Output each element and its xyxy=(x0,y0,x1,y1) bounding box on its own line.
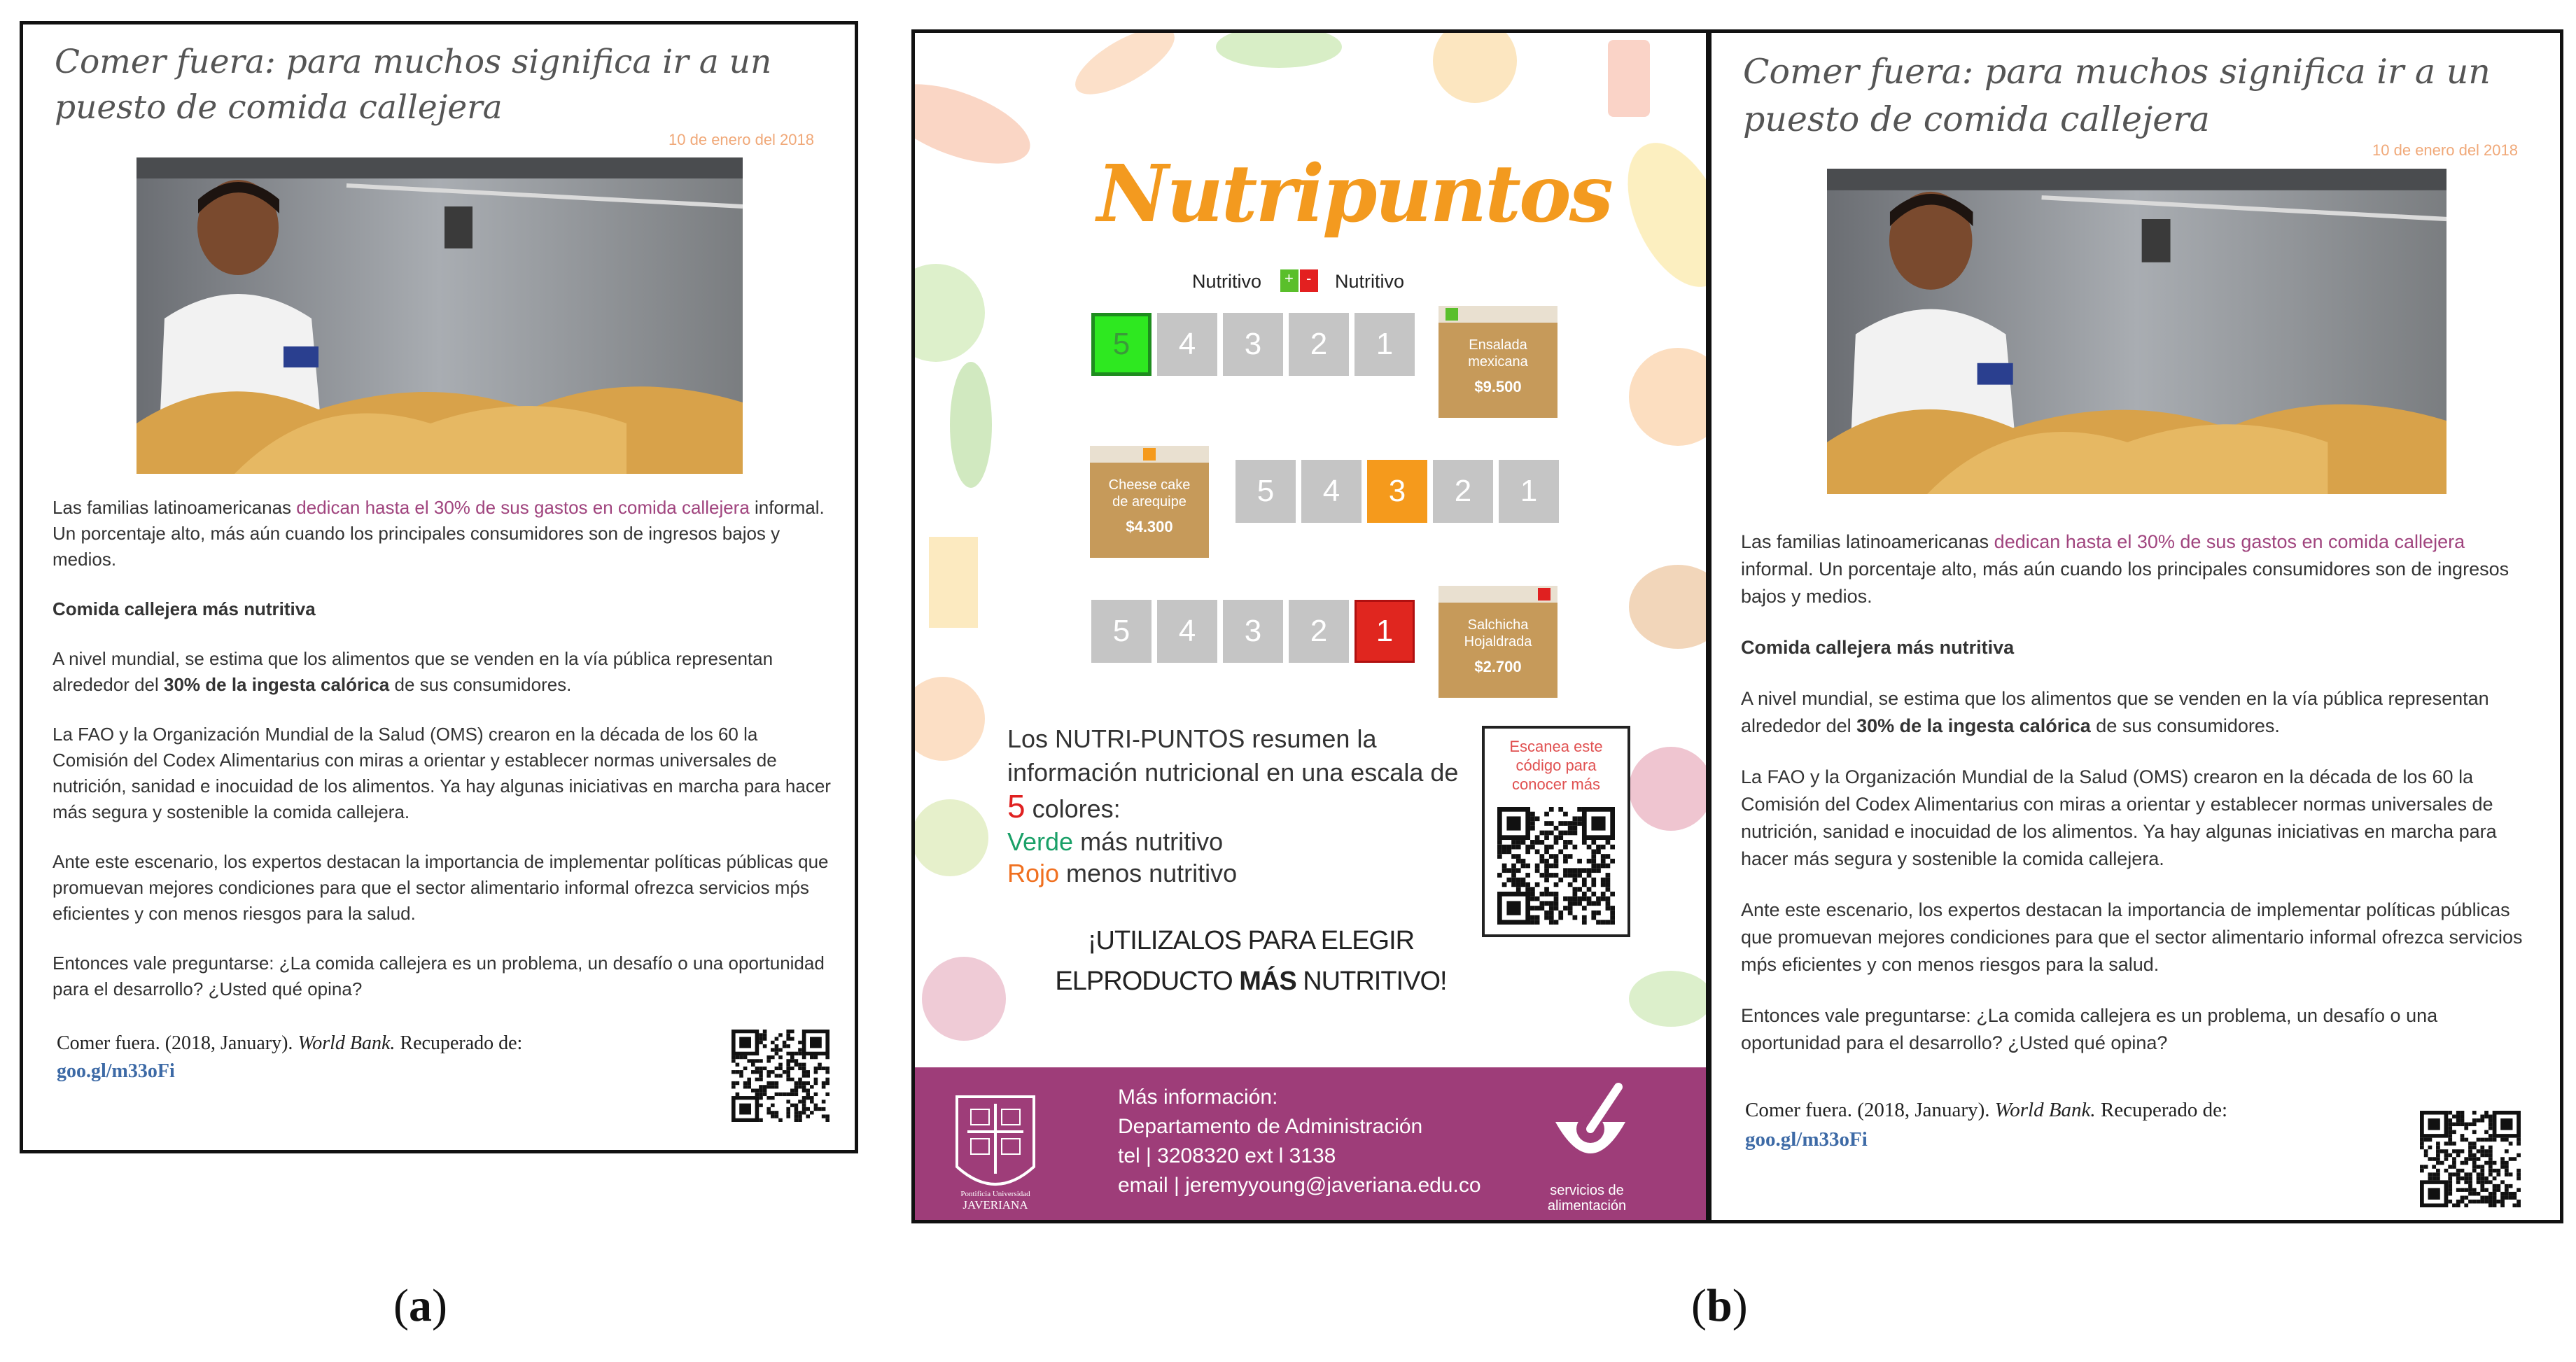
article-panel-b xyxy=(1708,29,2563,1223)
paragraph-5: Entonces vale preguntarse: ¿La comida callejera es un problema, un desafío o una oportunidad para el desarrollo? ¿Usted qué opina? xyxy=(1741,1005,2438,1053)
poster-description: Los NUTRI-PUNTOS resumen la información nutricional en una escala de 5 colores: xyxy=(1007,724,1459,824)
vendor-photo xyxy=(1827,169,2446,494)
score-box: 3 xyxy=(1367,460,1427,523)
score-box: 2 xyxy=(1433,460,1493,523)
vendor-photo xyxy=(136,157,743,474)
citation: Comer fuera. (2018, January). World Bank. Recuperado de: goo.gl/m33oFi xyxy=(57,1032,523,1082)
paragraph-3: La FAO y la Organización Mundial de la Salud (OMS) crearon en la década de los 60 la Comisión del Codex Alimentarius con miras a orientar y establecer normas universales de nutrición, sanidad e inocuidad de los alimentos. Ya hay algunas iniciativas en marcha para hacer más segura y sostenible la comida callejera. xyxy=(1741,766,2497,869)
nutripuntos-poster xyxy=(911,29,1709,1223)
qr-code-icon[interactable] xyxy=(1497,807,1615,925)
legend-red-swatch: - xyxy=(1300,269,1318,292)
call-to-action: ¡UTILIZALOS PARA ELEGIR ELPRODUCTO MÁS NUTRITIVO! xyxy=(1055,926,1447,996)
qr-code-icon[interactable] xyxy=(2420,1111,2521,1207)
svg-text:JAVERIANA: JAVERIANA xyxy=(962,1198,1028,1212)
score-box: 5 xyxy=(1091,313,1152,376)
food-label-cheesecake: Cheese cake de arequipe $4.300 xyxy=(1090,446,1209,558)
article-subheading: Comida callejera más nutritiva xyxy=(52,598,316,619)
article-title: Comer fuera: para muchos significa ir a un puesto de comida callejera xyxy=(55,43,772,127)
svg-text:Pontificia Universidad: Pontificia Universidad xyxy=(960,1190,1030,1198)
food-price: $4.300 xyxy=(1126,518,1173,535)
legend-label-left: Nutritivo xyxy=(1192,271,1262,292)
article-body xyxy=(1741,528,2539,1081)
contact-email[interactable]: email | jeremyyoung@javeriana.edu.co xyxy=(1118,1174,1481,1197)
paragraph-2: A nivel mundial, se estima que los alimentos que se venden en la vía pública representan alrededor del 30% de la ingesta calórica de sus consumidores. xyxy=(1741,688,2489,736)
score-box: 2 xyxy=(1289,313,1349,376)
paragraph-1: Las familias latinoamericanas dedican hasta el 30% de sus gastos en comida callejera informal. Un porcentaje alto, más aún cuando los principales consumidores son de ingresos bajos y medios. xyxy=(52,497,825,570)
legend-green-swatch: + xyxy=(1280,269,1298,292)
score-box: 4 xyxy=(1301,460,1362,523)
food-price: $2.700 xyxy=(1474,658,1522,675)
poster-title: Nutripuntos xyxy=(1097,148,1611,240)
qr-code-icon[interactable] xyxy=(732,1030,830,1122)
paragraph-4: Ante este escenario, los expertos destacan la importancia de implementar políticas públicas que promuevan mejores condiciones para que el sector alimentario informal ofrezca servicios mṕs eficientes y con menos riesgos para la salud. xyxy=(1741,899,2523,975)
score-box: 1 xyxy=(1354,313,1415,376)
scan-box: Escanea este código para conocer más xyxy=(1482,726,1630,937)
article-body xyxy=(52,495,836,1026)
score-box: 5 xyxy=(1091,600,1152,663)
article-link[interactable]: dedican hasta el 30% de sus gastos en comida callejera xyxy=(296,497,750,518)
paragraph-3: La FAO y la Organización Mundial de la Salud (OMS) crearon en la década de los 60 la Comisión del Codex Alimentarius con miras a orientar y establecer normas universales de nutrición, sanidad e inocuidad de los alimentos. Ya hay algunas iniciativas en marcha para hacer más segura y sostenible la comida callejera. xyxy=(52,724,831,822)
food-label-ensalada: Ensalada mexicana $9.500 xyxy=(1438,306,1558,418)
paragraph-4: Ante este escenario, los expertos destacan la importancia de implementar políticas públicas que promuevan mejores condiciones para que el sector alimentario informal ofrezca servicios mṕs eficientes y con menos riesgos para la salud. xyxy=(52,851,829,924)
score-row-orange xyxy=(1236,460,1559,523)
food-service-bowl-icon xyxy=(1545,1080,1636,1178)
food-score-marker xyxy=(1446,308,1458,321)
citation: Comer fuera. (2018, January). World Bank. Recuperado de: goo.gl/m33oFi xyxy=(1745,1099,2228,1151)
paragraph-1: Las familias latinoamericanas dedican hasta el 30% de sus gastos en comida callejera informal. Un porcentaje alto, más aún cuando los principales consumidores son de ingresos bajos y medios. xyxy=(1741,531,2510,607)
score-box: 4 xyxy=(1157,600,1217,663)
paragraph-5: Entonces vale preguntarse: ¿La comida callejera es un problema, un desafío o una oportunidad para el desarrollo? ¿Usted qué opina? xyxy=(52,953,825,999)
food-score-marker xyxy=(1143,448,1156,461)
score-box: 2 xyxy=(1289,600,1349,663)
score-box: 3 xyxy=(1223,600,1283,663)
score-box: 3 xyxy=(1223,313,1283,376)
article-panel-a xyxy=(20,21,858,1153)
verde-line: Verde más nutritivo xyxy=(1007,827,1224,856)
rojo-line: Rojo menos nutritivo xyxy=(1007,859,1238,887)
article-date: 10 de enero del 2018 xyxy=(2372,141,2518,159)
caption-b: (b) xyxy=(1691,1280,1748,1331)
score-box: 1 xyxy=(1354,600,1415,663)
paragraph-2: A nivel mundial, se estima que los alimentos que se venden en la vía pública representan alrededor del 30% de la ingesta calórica de sus consumidores. xyxy=(52,648,774,695)
score-box: 4 xyxy=(1157,313,1217,376)
citation-link[interactable]: goo.gl/m33oFi xyxy=(1745,1128,1868,1151)
javeriana-crest-icon xyxy=(943,1083,1048,1216)
citation-link[interactable]: goo.gl/m33oFi xyxy=(57,1060,175,1082)
score-row-green xyxy=(1091,313,1415,376)
article-subheading: Comida callejera más nutritiva xyxy=(1741,637,2015,658)
article-link[interactable]: dedican hasta el 30% de sus gastos en comida callejera xyxy=(1994,531,2465,552)
food-service-brand: servicios de alimentación xyxy=(1547,1183,1627,1214)
food-label-salchicha: Salchicha Hojaldrada $2.700 xyxy=(1438,586,1558,698)
score-box: 1 xyxy=(1499,460,1559,523)
score-box: 5 xyxy=(1236,460,1296,523)
caption-a: (a) xyxy=(393,1280,447,1331)
score-row-red xyxy=(1091,600,1415,663)
article-title: Comer fuera: para muchos significa ir a un puesto de comida callejera xyxy=(1743,52,2491,139)
food-score-marker xyxy=(1538,588,1550,601)
article-date: 10 de enero del 2018 xyxy=(668,131,814,148)
food-price: $9.500 xyxy=(1474,378,1522,395)
contact-info: Más información: Departamento de Administración tel | 3208320 ext l 3138 email | jeremyyoung@javeriana.edu.co xyxy=(1118,1083,1481,1200)
legend-label-right: Nutritivo xyxy=(1335,271,1405,292)
poster-footer xyxy=(915,1067,1706,1223)
